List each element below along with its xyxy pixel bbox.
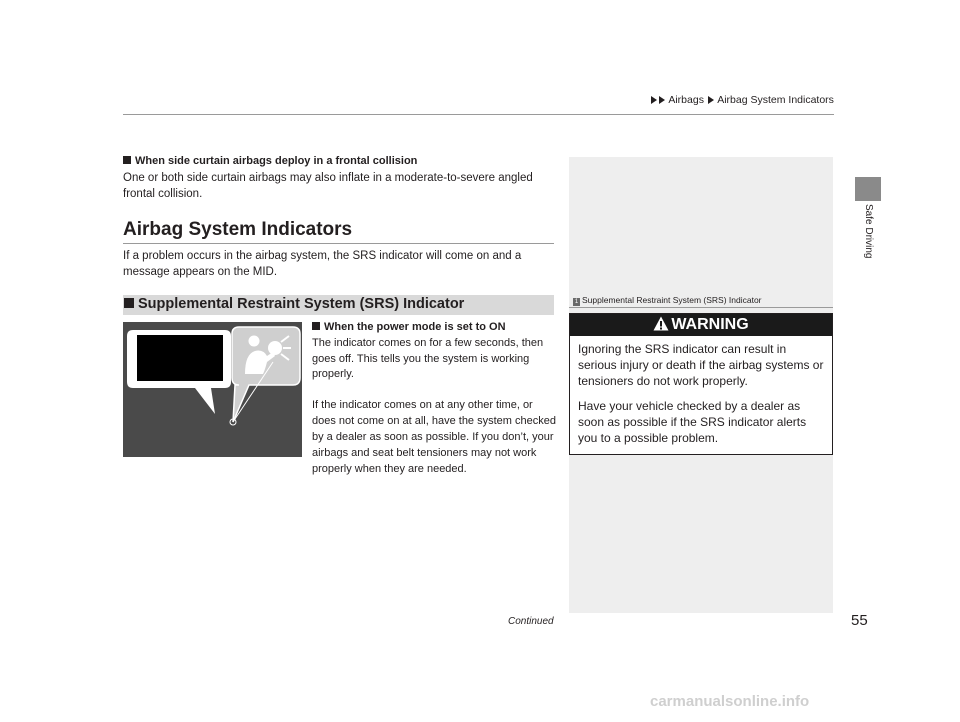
breadcrumb	[650, 94, 834, 106]
intro-subheading: When side curtain airbags deploy in a frontal collision	[123, 155, 417, 167]
warning-triangle-icon	[653, 316, 669, 331]
warning-header: WARNING	[570, 314, 832, 336]
page-title: Airbag System Indicators	[123, 219, 353, 240]
header-divider	[123, 114, 834, 115]
chapter-label: Safe Driving	[863, 204, 874, 259]
breadcrumb-arrow-icon	[651, 96, 657, 104]
section-text-1: The indicator comes on for a few seconds, then goes off. This tells you the system is working properly.	[312, 337, 544, 380]
square-bullet-icon	[124, 298, 134, 308]
continued-label: Continued	[508, 616, 554, 627]
breadcrumb-item[interactable]: Airbags	[668, 94, 704, 106]
breadcrumb-item[interactable]: Airbag System Indicators	[717, 94, 834, 106]
watermark: carmanualsonline.info	[650, 693, 810, 710]
intro-text: One or both side curtain airbags may also inflate in a moderate-to-severe angled frontal collision.	[123, 172, 533, 200]
warning-text-1: Ignoring the SRS indicator can result in serious injury or death if the airbag systems or tensioners do not work properly.	[578, 342, 824, 388]
title-divider	[123, 243, 554, 244]
dashboard-illustration	[123, 322, 302, 457]
main-text: If a problem occurs in the airbag system, the SRS indicator will come on and a message appears on the MID.	[123, 250, 522, 278]
breadcrumb-arrow-icon	[659, 96, 665, 104]
page-number: 55	[851, 612, 868, 629]
note-title: 1 Supplemental Restraint System (SRS) Indicator	[574, 295, 762, 305]
square-bullet-icon	[312, 322, 320, 330]
breadcrumb-arrow-icon	[708, 96, 714, 104]
section-text-2: If the indicator comes on at any other time, or does not come on at all, have the system checked by a dealer as soon as possible. If you don’t, your airbags and seat belt tensioners may not work properly when they are needed.	[312, 399, 556, 475]
chapter-tab[interactable]	[855, 177, 881, 201]
square-bullet-icon	[123, 156, 131, 164]
note-divider	[569, 307, 833, 308]
note-number: 1	[574, 299, 579, 305]
section-title: Supplemental Restraint System (SRS) Indicator	[124, 296, 464, 312]
warning-text-2: Have your vehicle checked by a dealer as soon as possible if the SRS indicator alerts you to a possible problem.	[578, 399, 807, 445]
section-subheading: When the power mode is set to ON	[312, 321, 506, 333]
